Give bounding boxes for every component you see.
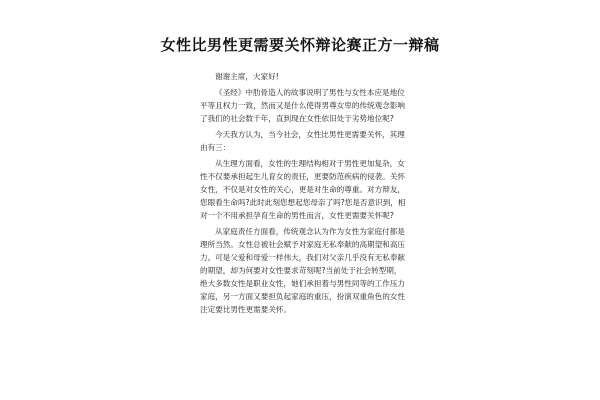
paragraph-family: 从家庭责任方面看，传统观念认为作为女性为家庭付都是理所当然。女性总被社会赋予对家庭无私奉献的高期望和高压力。可是父爱和母爱一样伟大，我们对父亲几乎没有无私奉献的期望，却为何要对女性要求苛刻呢?当前处于社会转型期，绝大多数女性是职业女性，她们承担着与男性同等的工作压力家庭，另一方面又要担负起家庭的重压，扮演双重角色的女性注定要比男性更需要关怀。 — [200, 227, 406, 314]
paragraph-bible: 《圣经》中肋骨造人的故事说明了男性与女性本应是地位平等且权力一致，然而又是什么使得男尊女卑的传统观念影响了我们的社会数千年，直到现在女性依旧处于劣势地位呢? — [200, 88, 406, 123]
document-title: 女性比男性更需要关怀辩论赛正方一辩稿 — [160, 36, 440, 54]
document-body — [200, 70, 408, 319]
paragraph-thesis: 今天我方认为，当今社会，女性比男性更需要关怀，其理由有三： — [200, 130, 405, 152]
paragraph-physiology: 从生理方面看，女性的生理结构相对于男性更加复杂，女性不仅要承担起生儿育女的责任，更要防范疾病的侵袭。关怀女性，不仅是对女性的关心，更是对生命的尊重。对方辩友，您眼看生命吗?此时此刻您想起您母亲了吗?您是否意识到，相对一个不用承担孕育生命的男性而言，女性更需要关怀呢? — [200, 159, 406, 220]
paragraph-greeting: 谢谢主席，大家好! — [215, 72, 279, 81]
